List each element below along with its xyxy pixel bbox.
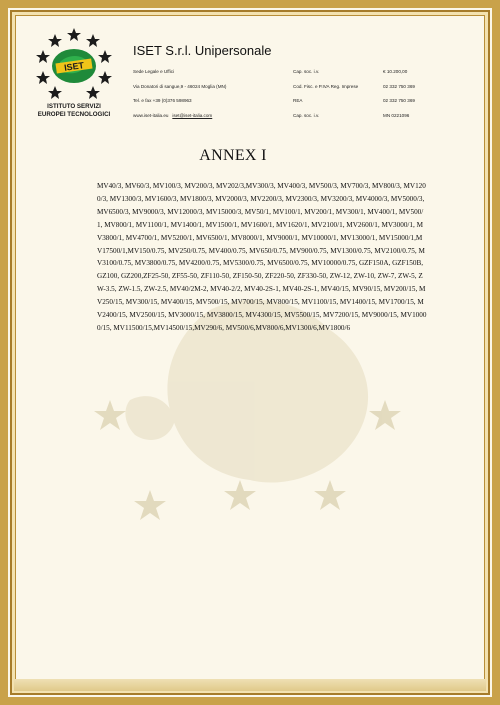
info-row [133,69,453,84]
info-mn-value: MN 0221096 [383,112,410,118]
info-capital-label: Cap. soc. i.v. [293,69,320,74]
info-capital-value: € 10.200,00 [383,69,408,74]
info-web [133,113,212,118]
logo-caption-line1: ISTITUTO SERVIZI [47,103,101,110]
info-address-label: Sede Legale e Uffici [133,69,175,74]
company-info-grid [133,69,453,127]
logo-caption-line2: EUROPEI TECNOLOGICI [37,111,111,118]
company-name: ISET S.r.l. Unipersonale [133,43,272,58]
annex-model-list: MV40/3, MV60/3, MV100/3, MV200/3, MV202/3,MV300/3, MV400/3, MV500/3, MV700/3, MV800/3, MV1200/3, MV1300/3, MV1600/3, MV1800/3, MV2000/3, MV2200/3, MV2300/3, MV3200/3, MV4000/3, MV5000/3, MV6500/3, MV9000/3, MV12000/3, MV15000/3, MV50/1, MV100/1, MV200/1, MV300/1, MV400/1, MV500/1, MV800/1, MV1100/1, MV1400/1, MV1500/1, MV1600/1, MV1620/1, MV2100/1, MV2600/1, MV3000/1, MV3800/1, MV4700/1, MV5200/1, MV6500/1, MV8000/1, MV9000/1, MV10000/1, MV13000/1, MV15000/1,MV17500/1,MV150/0.75, MV250/0.75, MV400/0.75, MV650/0.75, MV900/0.75, MV1300/0.75, MV2100/0.75, MV3100/0.75, MV3800/0.75, MV4200/0.75, MV5300/0.75, MV6500/0.75, MV10000/0.75, GZF150A, GZF150B, GZ100, GZ200,ZF25-50, ZF55-50, ZF110-50, ZF150-50, ZF220-50, ZF330-50, ZW-12, ZW-10, ZW-7, ZW-5, ZW-3.5, ZW-1.5, ZW-2.5, MV40/2M-2, MV40-2/2, MV40-2S-1, MV40-2S-1, MV40/15, MV90/15, MV200/15, MV250/15, MV300/15, MV400/15, MV500/15, MV700/15, MV800/15, MV1100/15, MV1400/15, MV1700/15, MV2400/15, MV2500/15, MV3000/15, MV3800/15, MV4300/15, MV5500/15, MV7200/15, MV9000/15, MV10000/15, MV11500/15,MV14500/15,MV290/6, MV500/6,MV800/6,MV1300/6,MV1800/6 [97,182,427,332]
info-row [133,98,453,113]
info-taxcode-label: Cod. Fisc. e P.IVA Reg. Imprese [293,83,359,89]
iset-logo-icon [36,26,112,102]
info-row [133,113,453,128]
svg-text:ISET: ISET [63,60,85,73]
info-phone: Tel. e fax +39 (0)376 598963 [133,98,192,103]
bottom-border-strip [14,679,486,691]
info-capital-label-2: Cap. soc. i.v. [293,112,320,118]
website-link[interactable]: www.iset-italia.eu [133,112,169,118]
info-taxcode-value: 02 332 750 369 [383,83,415,89]
logo-caption [22,103,126,119]
email-link[interactable]: iset@iset-italia.com [172,112,213,118]
info-row [133,84,453,99]
info-rea-label: REA [293,98,303,103]
info-rea-value: 02 332 750 369 [383,98,415,103]
page-title: ANNEX I [199,147,267,164]
info-street: Via Donatori di sangue,9 - 46024 Moglia (MN) [133,83,227,89]
